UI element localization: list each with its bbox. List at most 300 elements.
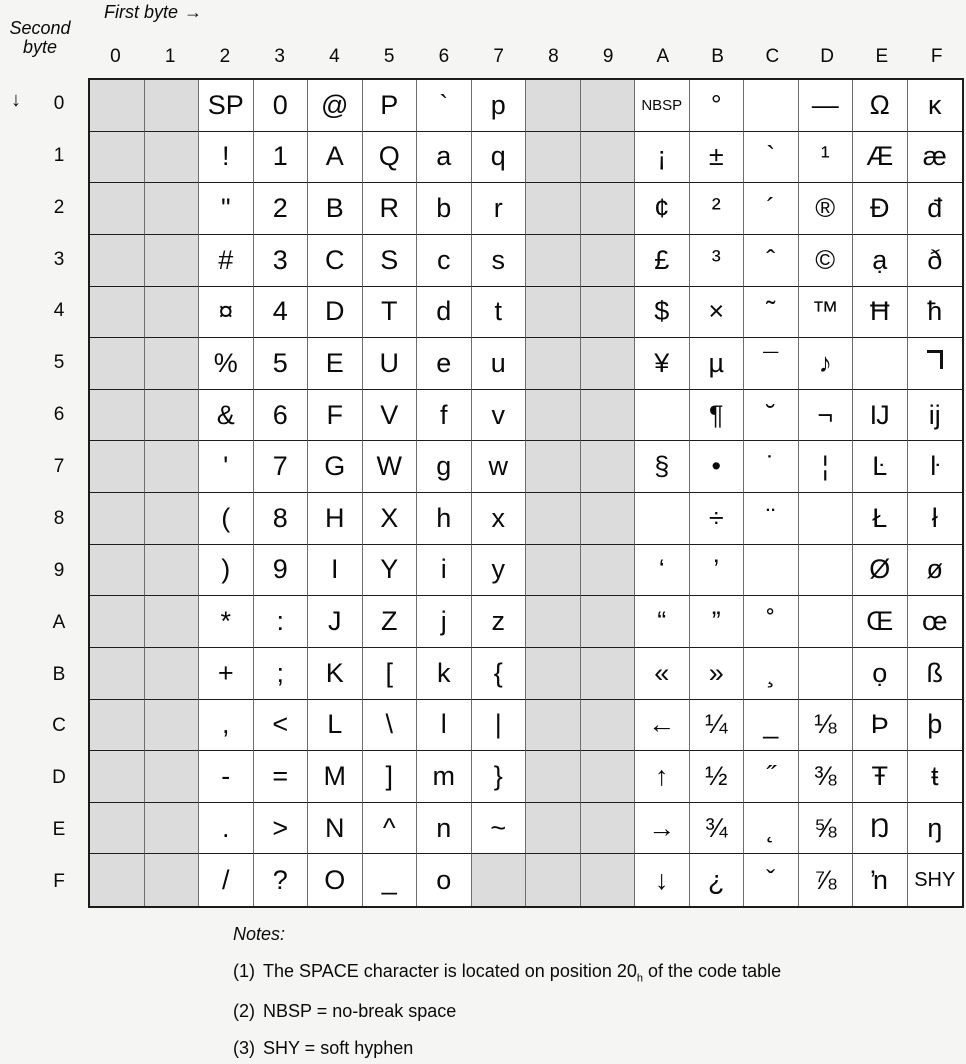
note-2-text-pre: NBSP = no-break space xyxy=(263,1000,457,1021)
note-1 xyxy=(233,961,781,985)
cell-89 xyxy=(526,545,581,597)
cell-10 xyxy=(145,80,200,132)
cell-60: ` xyxy=(417,80,472,132)
cell-BC: ¼ xyxy=(690,700,745,752)
first-byte-label-text: First byte xyxy=(104,2,179,22)
cell-0C xyxy=(90,700,145,752)
cell-B2: ² xyxy=(690,183,745,235)
col-header-5: 5 xyxy=(383,46,395,67)
cell-81 xyxy=(526,132,581,184)
cell-D3: © xyxy=(799,235,854,287)
cell-2F: / xyxy=(199,854,254,906)
cell-B3: ³ xyxy=(690,235,745,287)
cell-47: G xyxy=(308,441,363,493)
row-label-9: 9 xyxy=(53,559,65,581)
cell-F5 xyxy=(908,338,963,390)
cell-EE: Ŋ xyxy=(853,803,908,855)
cell-8B xyxy=(526,648,581,700)
cell-C1: ` xyxy=(744,132,799,184)
cell-EA: Œ xyxy=(853,596,908,648)
cell-0B xyxy=(90,648,145,700)
cell-15 xyxy=(145,338,200,390)
cell-4D: M xyxy=(308,751,363,803)
cell-AD: ↑ xyxy=(635,751,690,803)
cell-2E: . xyxy=(199,803,254,855)
row-label-6: 6 xyxy=(53,404,65,426)
note-3-text xyxy=(263,1038,413,1059)
cell-1E xyxy=(145,803,200,855)
row-label-8: 8 xyxy=(53,507,65,529)
cell-90 xyxy=(581,80,636,132)
cell-1B xyxy=(145,648,200,700)
row-labels xyxy=(38,78,80,908)
cell-40: @ xyxy=(308,80,363,132)
cell-A5: ¥ xyxy=(635,338,690,390)
cell-71: q xyxy=(472,132,527,184)
cell-6F: o xyxy=(417,854,472,906)
cell-6C: l xyxy=(417,700,472,752)
cell-22: " xyxy=(199,183,254,235)
cell-0A xyxy=(90,596,145,648)
cell-FF: SHY xyxy=(914,869,956,892)
cell-5D: ] xyxy=(363,751,418,803)
cell-46: F xyxy=(308,390,363,442)
note-1-text-sub: h xyxy=(636,972,643,985)
cell-63: c xyxy=(417,235,472,287)
cell-C2: ´ xyxy=(744,183,799,235)
col-header-8: 8 xyxy=(548,46,559,67)
row-label-B: B xyxy=(52,663,66,685)
cell-62: b xyxy=(417,183,472,235)
cell-DB xyxy=(799,648,854,700)
cell-83 xyxy=(526,235,581,287)
cell-64: d xyxy=(417,287,472,339)
cell-0F xyxy=(90,854,145,906)
cell-E8: Ł xyxy=(853,493,908,545)
cell-BD: ½ xyxy=(690,751,745,803)
cell-BF: ¿ xyxy=(690,854,745,906)
cell-91 xyxy=(581,132,636,184)
cell-76: v xyxy=(472,390,527,442)
cell-8D xyxy=(526,751,581,803)
cell-D0: — xyxy=(799,80,854,132)
cell-87 xyxy=(526,441,581,493)
cell-DC: ⅛ xyxy=(799,700,854,752)
cell-A2: ¢ xyxy=(635,183,690,235)
cell-4F: O xyxy=(308,854,363,906)
cell-77: w xyxy=(472,441,527,493)
cell-F7: ŀ xyxy=(908,441,963,493)
cell-A1: ¡ xyxy=(635,132,690,184)
cell-98 xyxy=(581,493,636,545)
cell-DD: ⅜ xyxy=(799,751,854,803)
cell-86 xyxy=(526,390,581,442)
cell-29: ) xyxy=(199,545,254,597)
cell-8A xyxy=(526,596,581,648)
cell-F8: ł xyxy=(908,493,963,545)
note-1-text-pre: The SPACE character is located on position 20 xyxy=(263,961,637,981)
row-label-1: 1 xyxy=(53,144,65,166)
cell-F6: ĳ xyxy=(908,390,963,442)
cell-CF: ˇ xyxy=(744,854,799,906)
cell-78: x xyxy=(472,493,527,545)
cell-E3: ạ xyxy=(853,235,908,287)
cell-AA: “ xyxy=(635,596,690,648)
cell-08 xyxy=(90,493,145,545)
cell-2C: , xyxy=(199,700,254,752)
cell-93 xyxy=(581,235,636,287)
cell-7D: } xyxy=(472,751,527,803)
row-label-0: 0 xyxy=(53,92,65,114)
cell-C5: ¯ xyxy=(744,338,799,390)
cell-1D xyxy=(145,751,200,803)
cell-4B: K xyxy=(308,648,363,700)
cell-94 xyxy=(581,287,636,339)
cell-E6: Ĳ xyxy=(853,390,908,442)
row-label-3: 3 xyxy=(53,248,65,270)
cell-55: U xyxy=(363,338,418,390)
col-header-3: 3 xyxy=(274,46,285,67)
cell-12 xyxy=(145,183,200,235)
cell-5E: ^ xyxy=(363,803,418,855)
cell-DA xyxy=(799,596,854,648)
down-arrow-icon: ↓ xyxy=(11,89,21,111)
cell-3E: > xyxy=(254,803,309,855)
cell-CB: ¸ xyxy=(744,648,799,700)
cell-07 xyxy=(90,441,145,493)
cell-2A: * xyxy=(199,596,254,648)
cell-B7: • xyxy=(690,441,745,493)
col-header-7: 7 xyxy=(493,46,504,67)
cell-01 xyxy=(90,132,145,184)
cell-67: g xyxy=(417,441,472,493)
cell-C6: ˘ xyxy=(744,390,799,442)
cell-80 xyxy=(526,80,581,132)
cell-3B: ; xyxy=(254,648,309,700)
cell-5A: Z xyxy=(363,596,418,648)
second-byte-label-line2: byte xyxy=(22,37,58,57)
cell-96 xyxy=(581,390,636,442)
cell-24: ¤ xyxy=(199,287,254,339)
cell-18 xyxy=(145,493,200,545)
cell-82 xyxy=(526,183,581,235)
cell-6A: j xyxy=(417,596,472,648)
cell-6D: m xyxy=(417,751,472,803)
cell-B8: ÷ xyxy=(690,493,745,545)
cell-2D: - xyxy=(199,751,254,803)
cell-F9: ø xyxy=(908,545,963,597)
cell-F2: đ xyxy=(908,183,963,235)
cell-E1: Æ xyxy=(853,132,908,184)
cell-DF: ⅞ xyxy=(799,854,854,906)
row-label-A: A xyxy=(52,611,66,633)
cell-74: t xyxy=(472,287,527,339)
cell-8F xyxy=(526,854,581,906)
note-1-text-post: of the code table xyxy=(643,961,782,981)
cell-DE: ⅝ xyxy=(799,803,854,855)
cell-05 xyxy=(90,338,145,390)
cell-E9: Ø xyxy=(853,545,908,597)
note-1-number: (1) xyxy=(233,961,255,981)
cell-F1: æ xyxy=(908,132,963,184)
cell-43: C xyxy=(308,235,363,287)
cell-E5 xyxy=(853,338,908,390)
cell-A7: § xyxy=(635,441,690,493)
row-label-5: 5 xyxy=(53,352,65,374)
cell-7B: { xyxy=(472,648,527,700)
cell-9D xyxy=(581,751,636,803)
cell-B1: ± xyxy=(690,132,745,184)
cell-D5: ♪ xyxy=(799,338,854,390)
cell-4A: J xyxy=(308,596,363,648)
cell-19 xyxy=(145,545,200,597)
col-header-C: C xyxy=(765,46,780,67)
cell-2B: + xyxy=(199,648,254,700)
cell-70: p xyxy=(472,80,527,132)
row-label-4: 4 xyxy=(53,300,65,322)
cell-C8: ¨ xyxy=(744,493,799,545)
cell-B5: µ xyxy=(690,338,745,390)
cell-B0: ° xyxy=(690,80,745,132)
cell-57: W xyxy=(363,441,418,493)
cell-AE: → xyxy=(635,803,690,855)
cell-32: 2 xyxy=(254,183,309,235)
cell-C7: ˙ xyxy=(744,441,799,493)
row-label-2: 2 xyxy=(53,196,65,218)
cell-61: a xyxy=(417,132,472,184)
cell-7C: | xyxy=(472,700,527,752)
cell-04 xyxy=(90,287,145,339)
cell-D2: ® xyxy=(799,183,854,235)
cell-AF: ↓ xyxy=(635,854,690,906)
cell-44: D xyxy=(308,287,363,339)
notes-title: Notes: xyxy=(233,924,286,944)
cell-97 xyxy=(581,441,636,493)
col-header-B: B xyxy=(711,46,724,67)
cell-6B: k xyxy=(417,648,472,700)
cell-9C xyxy=(581,700,636,752)
cell-31: 1 xyxy=(254,132,309,184)
col-header-D: D xyxy=(820,46,834,67)
cell-BE: ¾ xyxy=(690,803,745,855)
cell-5F: _ xyxy=(363,854,418,906)
cell-AB: « xyxy=(635,648,690,700)
cell-42: B xyxy=(308,183,363,235)
cell-68: h xyxy=(417,493,472,545)
cell-5C: \ xyxy=(363,700,418,752)
col-header-E: E xyxy=(875,46,889,67)
second-byte-label-line1: Second xyxy=(9,18,71,38)
cell-06 xyxy=(90,390,145,442)
cell-00 xyxy=(90,80,145,132)
cell-4E: N xyxy=(308,803,363,855)
cell-C3: ˆ xyxy=(744,235,799,287)
cell-A9: ‘ xyxy=(635,545,690,597)
cell-16 xyxy=(145,390,200,442)
notes-section xyxy=(233,924,781,1064)
row-label-7: 7 xyxy=(53,456,65,478)
cell-ED: Ŧ xyxy=(853,751,908,803)
cell-41: A xyxy=(308,132,363,184)
cell-1C xyxy=(145,700,200,752)
cell-7A: z xyxy=(472,596,527,648)
cell-FB: ß xyxy=(908,648,963,700)
second-byte-label xyxy=(2,19,78,57)
cell-36: 6 xyxy=(254,390,309,442)
cell-30: 0 xyxy=(254,80,309,132)
cell-79: y xyxy=(472,545,527,597)
cell-3A: : xyxy=(254,596,309,648)
note-2-text xyxy=(263,1001,456,1022)
cell-17 xyxy=(145,441,200,493)
cell-EF: ŉ xyxy=(853,854,908,906)
cell-50: P xyxy=(363,80,418,132)
cell-28: ( xyxy=(199,493,254,545)
cell-49: I xyxy=(308,545,363,597)
cell-53: S xyxy=(363,235,418,287)
cell-88 xyxy=(526,493,581,545)
cell-14 xyxy=(145,287,200,339)
note-1-text xyxy=(263,961,781,985)
cell-FE: ŋ xyxy=(908,803,963,855)
cell-E7: Ŀ xyxy=(853,441,908,493)
note-2-number: (2) xyxy=(233,1000,255,1021)
cell-9E xyxy=(581,803,636,855)
row-label-C: C xyxy=(52,715,66,737)
cell-9F xyxy=(581,854,636,906)
cell-0D xyxy=(90,751,145,803)
cell-D4: ™ xyxy=(799,287,854,339)
cell-25: % xyxy=(199,338,254,390)
cell-EB: ọ xyxy=(853,648,908,700)
cell-85 xyxy=(526,338,581,390)
cell-5B: [ xyxy=(363,648,418,700)
cell-33: 3 xyxy=(254,235,309,287)
cell-7F xyxy=(472,854,527,906)
col-header-6: 6 xyxy=(438,46,450,67)
cell-39: 9 xyxy=(254,545,309,597)
cell-37: 7 xyxy=(254,441,309,493)
first-byte-label xyxy=(104,2,202,23)
cell-59: Y xyxy=(363,545,418,597)
cell-09 xyxy=(90,545,145,597)
cell-F0: ĸ xyxy=(908,80,963,132)
cell-B6: ¶ xyxy=(690,390,745,442)
cell-D1: ¹ xyxy=(799,132,854,184)
cell-54: T xyxy=(363,287,418,339)
col-header-4: 4 xyxy=(329,46,340,67)
cell-CE: ˛ xyxy=(744,803,799,855)
note-3-text-pre: SHY = soft hyphen xyxy=(263,1037,414,1058)
note-3-number: (3) xyxy=(233,1037,255,1058)
cell-0E xyxy=(90,803,145,855)
cell-65: e xyxy=(417,338,472,390)
cell-75: u xyxy=(472,338,527,390)
cell-BA: ” xyxy=(690,596,745,648)
cell-CC: _ xyxy=(744,700,799,752)
cell-9A xyxy=(581,596,636,648)
code-table xyxy=(88,78,964,908)
cell-E2: Đ xyxy=(853,183,908,235)
cell-B9: ’ xyxy=(690,545,745,597)
note-2 xyxy=(233,1001,781,1022)
col-header-1: 1 xyxy=(164,46,176,67)
cell-3F: ? xyxy=(254,854,309,906)
cell-21: ! xyxy=(199,132,254,184)
cell-20: SP xyxy=(199,80,254,132)
row-label-F: F xyxy=(53,871,65,893)
cell-D6: ¬ xyxy=(799,390,854,442)
cell-03 xyxy=(90,235,145,287)
cell-1F xyxy=(145,854,200,906)
cell-26: & xyxy=(199,390,254,442)
cell-73: s xyxy=(472,235,527,287)
col-header-9: 9 xyxy=(602,46,614,67)
cell-A8 xyxy=(635,493,690,545)
column-headers xyxy=(88,40,964,68)
cell-3C: < xyxy=(254,700,309,752)
cell-C9 xyxy=(744,545,799,597)
cell-52: R xyxy=(363,183,418,235)
cell-E4: Ħ xyxy=(853,287,908,339)
cell-AC: ← xyxy=(635,700,690,752)
col-header-2: 2 xyxy=(219,46,231,67)
cell-9B xyxy=(581,648,636,700)
row-label-E: E xyxy=(52,819,66,841)
cell-D9 xyxy=(799,545,854,597)
cell-1A xyxy=(145,596,200,648)
cell-34: 4 xyxy=(254,287,309,339)
row-label-D: D xyxy=(52,767,66,789)
cell-FA: œ xyxy=(908,596,963,648)
cell-D7: ¦ xyxy=(799,441,854,493)
cell-8C xyxy=(526,700,581,752)
cell-FD: ŧ xyxy=(908,751,963,803)
cell-CD: ˝ xyxy=(744,751,799,803)
cell-13 xyxy=(145,235,200,287)
col-header-0: 0 xyxy=(110,46,121,67)
cell-C0 xyxy=(744,80,799,132)
cell-3D: = xyxy=(254,751,309,803)
col-header-A: A xyxy=(656,46,670,67)
cell-72: r xyxy=(472,183,527,235)
cell-B4: × xyxy=(690,287,745,339)
cell-95 xyxy=(581,338,636,390)
cell-4C: L xyxy=(308,700,363,752)
cell-51: Q xyxy=(363,132,418,184)
cell-A0: NBSP xyxy=(635,80,690,132)
cell-99 xyxy=(581,545,636,597)
cell-45: E xyxy=(308,338,363,390)
cell-A6 xyxy=(635,390,690,442)
cell-38: 8 xyxy=(254,493,309,545)
cell-23: # xyxy=(199,235,254,287)
cell-A3: £ xyxy=(635,235,690,287)
cell-02 xyxy=(90,183,145,235)
cell-58: X xyxy=(363,493,418,545)
note-3 xyxy=(233,1038,781,1059)
cell-EC: Þ xyxy=(853,700,908,752)
cell-F4: ħ xyxy=(908,287,963,339)
cell-27: ' xyxy=(199,441,254,493)
cell-A4: $ xyxy=(635,287,690,339)
col-header-F: F xyxy=(930,46,943,67)
cell-FC: þ xyxy=(908,700,963,752)
cell-84 xyxy=(526,287,581,339)
cell-56: V xyxy=(363,390,418,442)
cell-CA: ˚ xyxy=(744,596,799,648)
cell-69: i xyxy=(417,545,472,597)
